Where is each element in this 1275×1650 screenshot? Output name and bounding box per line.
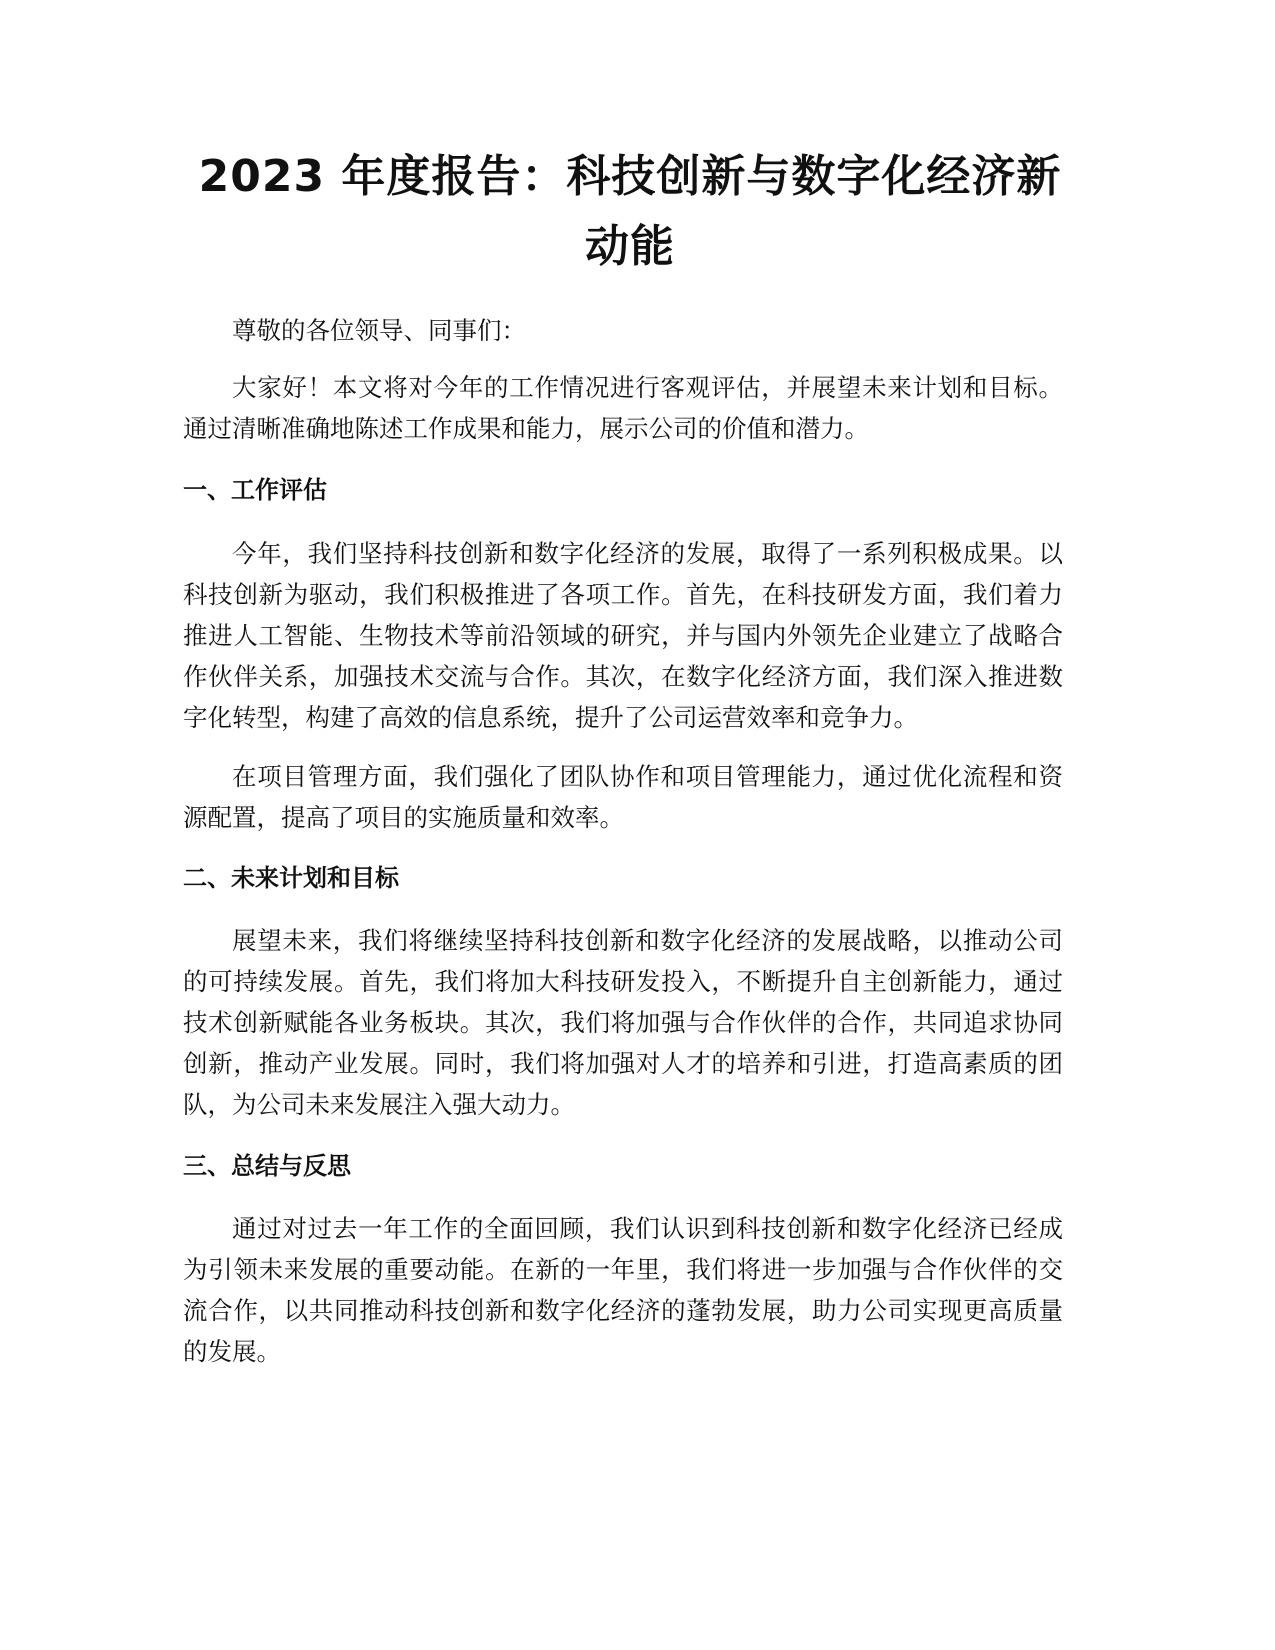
document-title: 2023 年度报告：科技创新与数字化经济新动能	[198, 151, 1062, 272]
evaluation-paragraph-2: 在项目管理方面，我们强化了团队协作和项目管理能力，通过优化流程和资源配置，提高了项目的实施质量和效率。	[183, 762, 1063, 832]
greeting-paragraph: 尊敬的各位领导、同事们：	[232, 316, 526, 345]
intro-paragraph: 大家好！本文将对今年的工作情况进行客观评估，并展望未来计划和目标。通过清晰准确地陈述工作成果和能力，展示公司的价值和潜力。	[183, 373, 1063, 443]
summary-paragraph: 通过对过去一年工作的全面回顾，我们认识到科技创新和数字化经济已经成为引领未来发展的重要动能。在新的一年里，我们将进一步加强与合作伙伴的交流合作，以共同推动科技创新和数字化经济的蓬勃发展，助力公司实现更高质量的发展。	[183, 1214, 1063, 1366]
section-heading-plans: 二、未来计划和目标	[183, 864, 399, 892]
evaluation-paragraph-1: 今年，我们坚持科技创新和数字化经济的发展，取得了一系列积极成果。以科技创新为驱动，我们积极推进了各项工作。首先，在科技研发方面，我们着力推进人工智能、生物技术等前沿领域的研究，并与国内外领先企业建立了战略合作伙伴关系，加强技术交流与合作。其次，在数字化经济方面，我们深入推进数字化转型，构建了高效的信息系统，提升了公司运营效率和竞争力。	[183, 539, 1063, 732]
section-heading-evaluation: 一、工作评估	[183, 476, 327, 504]
section-heading-summary: 三、总结与反思	[183, 1152, 351, 1180]
plans-paragraph: 展望未来，我们将继续坚持科技创新和数字化经济的发展战略，以推动公司的可持续发展。首先，我们将加大科技研发投入，不断提升自主创新能力，通过技术创新赋能各业务板块。其次，我们将加强与合作伙伴的合作，共同追求协同创新，推动产业发展。同时，我们将加强对人才的培养和引进，打造高素质的团队，为公司未来发展注入强大动力。	[183, 926, 1063, 1119]
